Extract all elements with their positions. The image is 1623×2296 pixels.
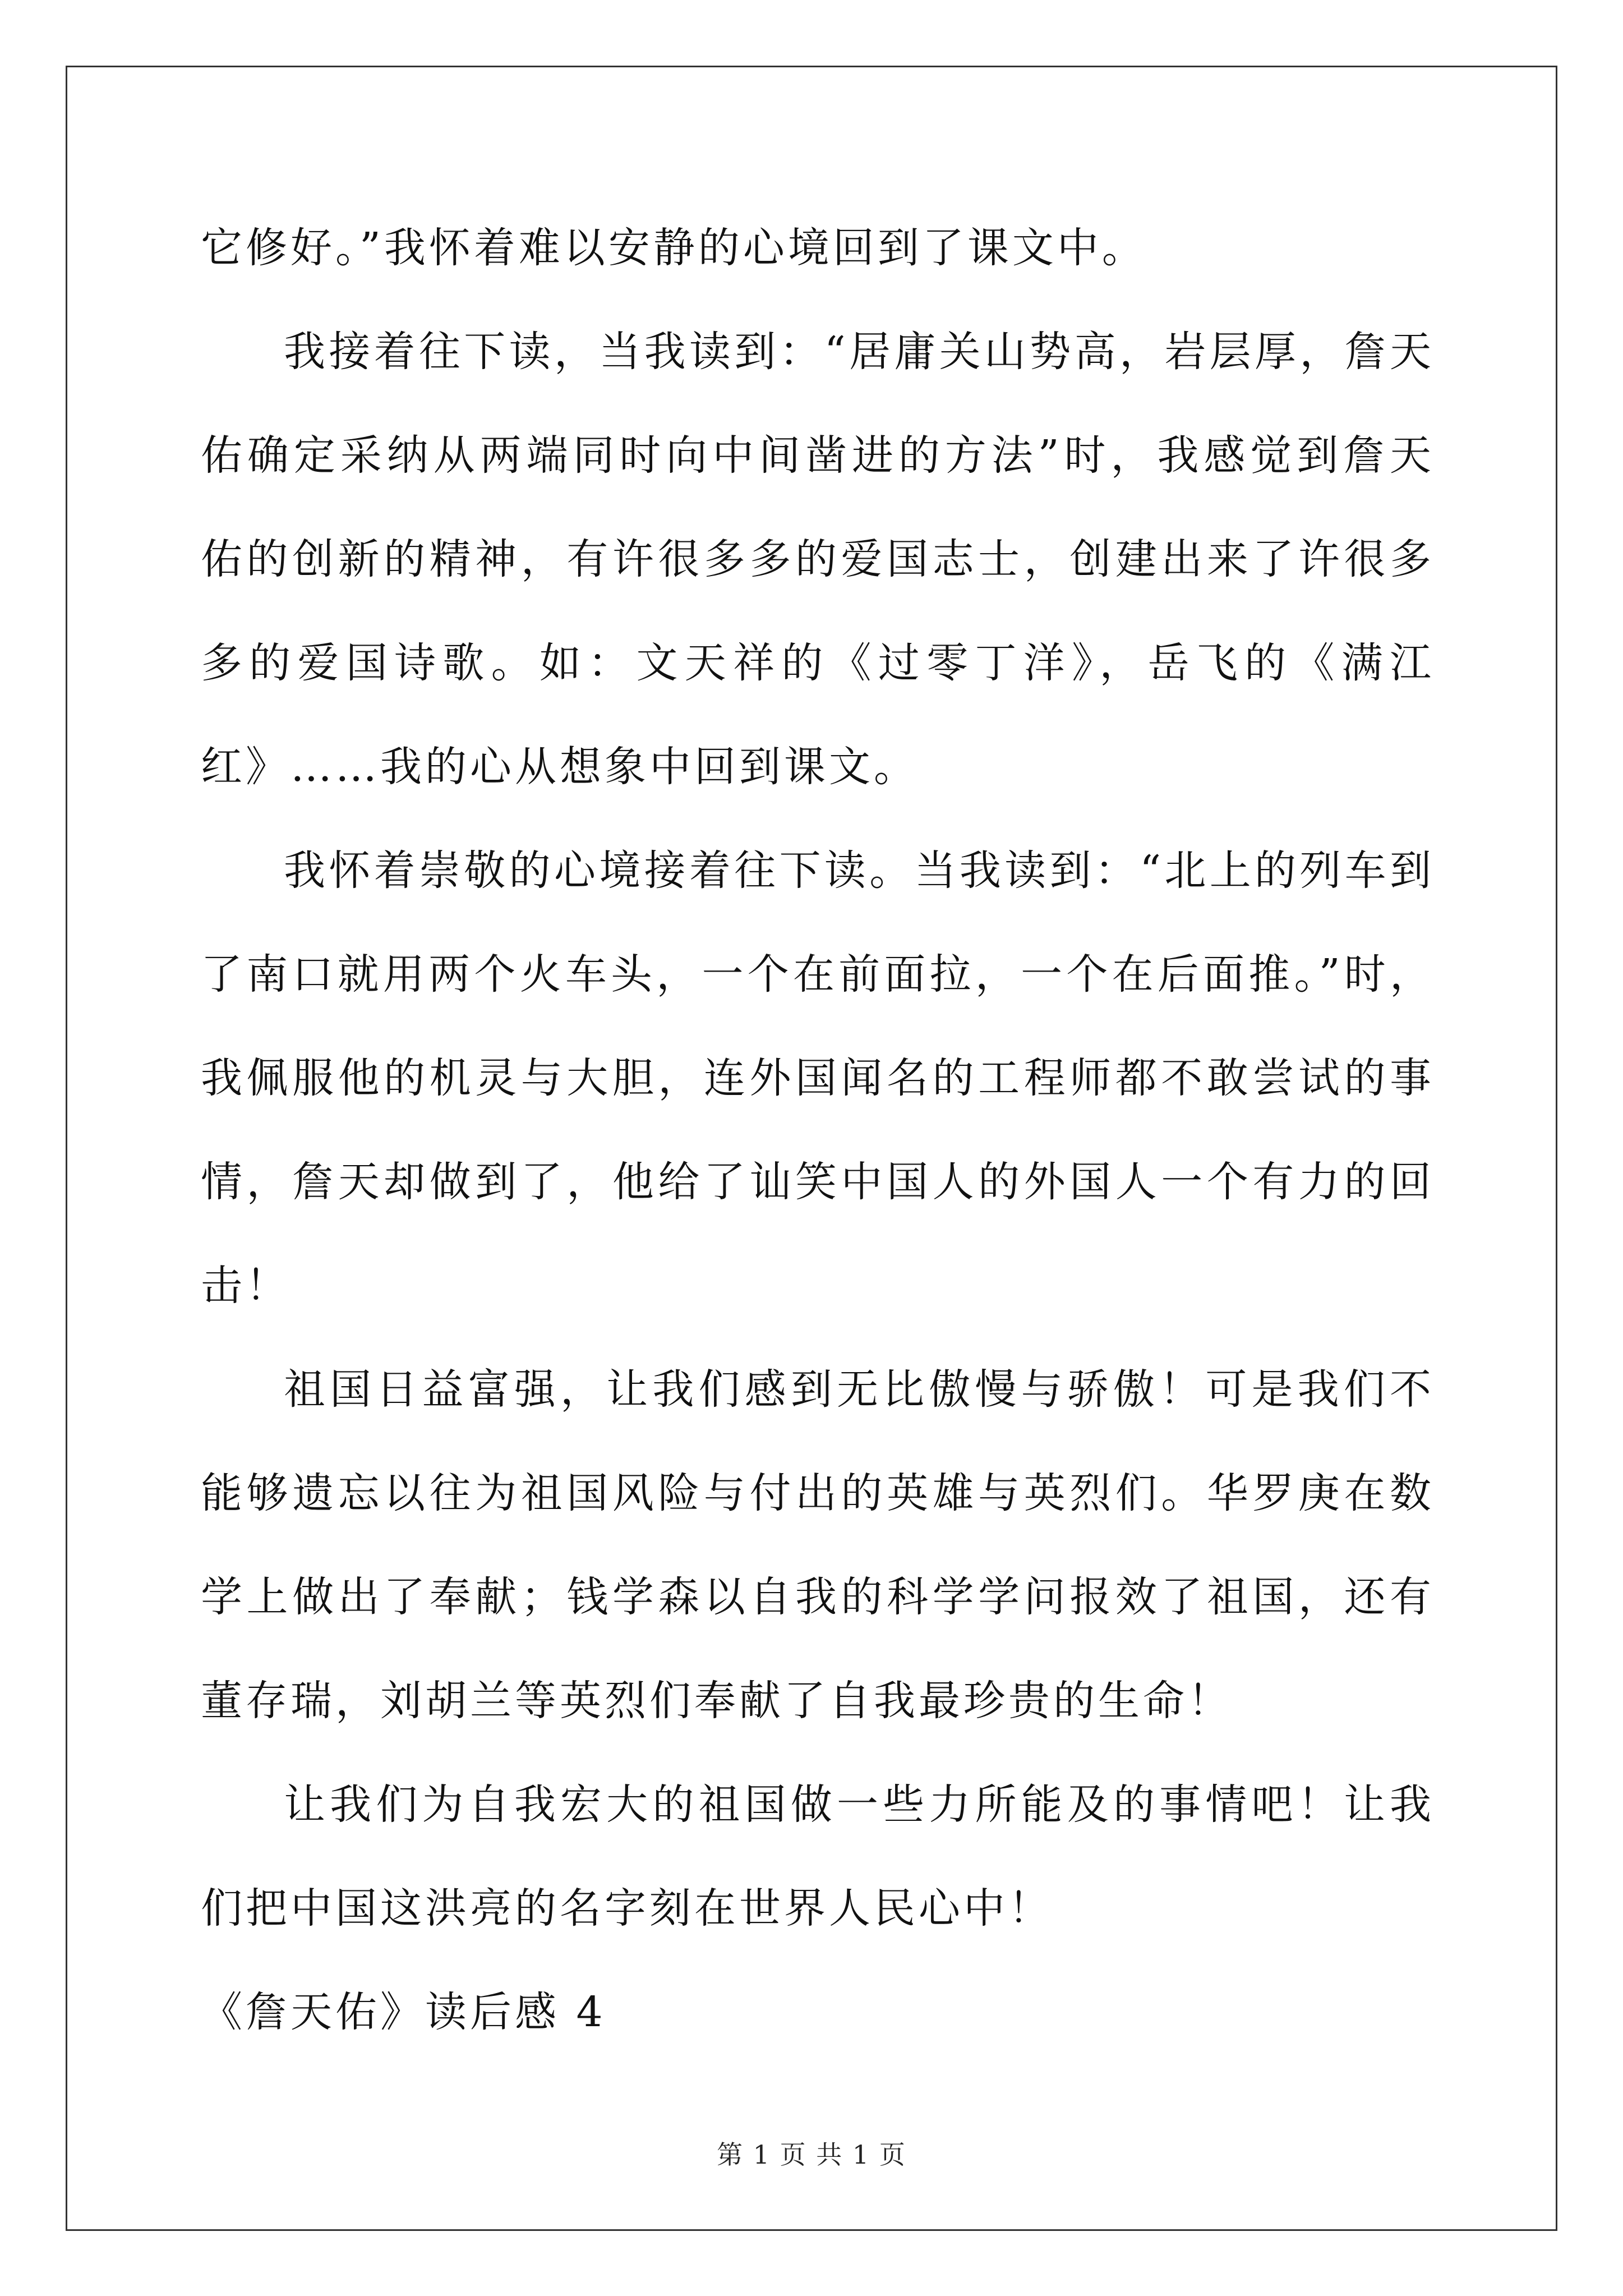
document-body xyxy=(201,196,1435,2064)
paragraph-5: 让我们为自我宏大的祖国做一些力所能及的事情吧！让我们把中国这洪亮的名字刻在世界人民心中！ xyxy=(201,1780,1435,1932)
paragraph-4: 祖国日益富强，让我们感到无比傲慢与骄傲！可是我们不能够遗忘以往为祖国风险与付出的英雄与英烈们。华罗庚在数学上做出了奉献；钱学森以自我的科学学问报效了祖国，还有董存瑞，刘胡兰等英烈们奉献了自我最珍贵的生命！ xyxy=(201,1365,1435,1725)
paragraph-2: 我接着往下读，当我读到：“居庸关山势高，岩层厚，詹天佑确定采纳从两端同时向中间凿进的方法”时，我感觉到詹天佑的创新的精神，有许很多多的爱国志士，创建出来了许很多多的爱国诗歌。如：文天祥的《过零丁洋》，岳飞的《满江红》……我的心从想象中回到课文。 xyxy=(201,328,1435,791)
section-heading: 《詹天佑》读后感 4 xyxy=(201,1988,606,2036)
page-number-footer: 第 1 页 共 1 页 xyxy=(717,2139,906,2170)
paragraph-1: 它修好。”我怀着难以安静的心境回到了课文中。 xyxy=(201,224,1147,272)
paragraph-3: 我怀着崇敬的心境接着往下读。当我读到：“北上的列车到了南口就用两个火车头，一个在前面拉，一个在后面推。”时，我佩服他的机灵与大胆，连外国闻名的工程师都不敢尝试的事情，詹天却做到了，他给了讪笑中国人的外国人一个有力的回击！ xyxy=(201,846,1435,1310)
